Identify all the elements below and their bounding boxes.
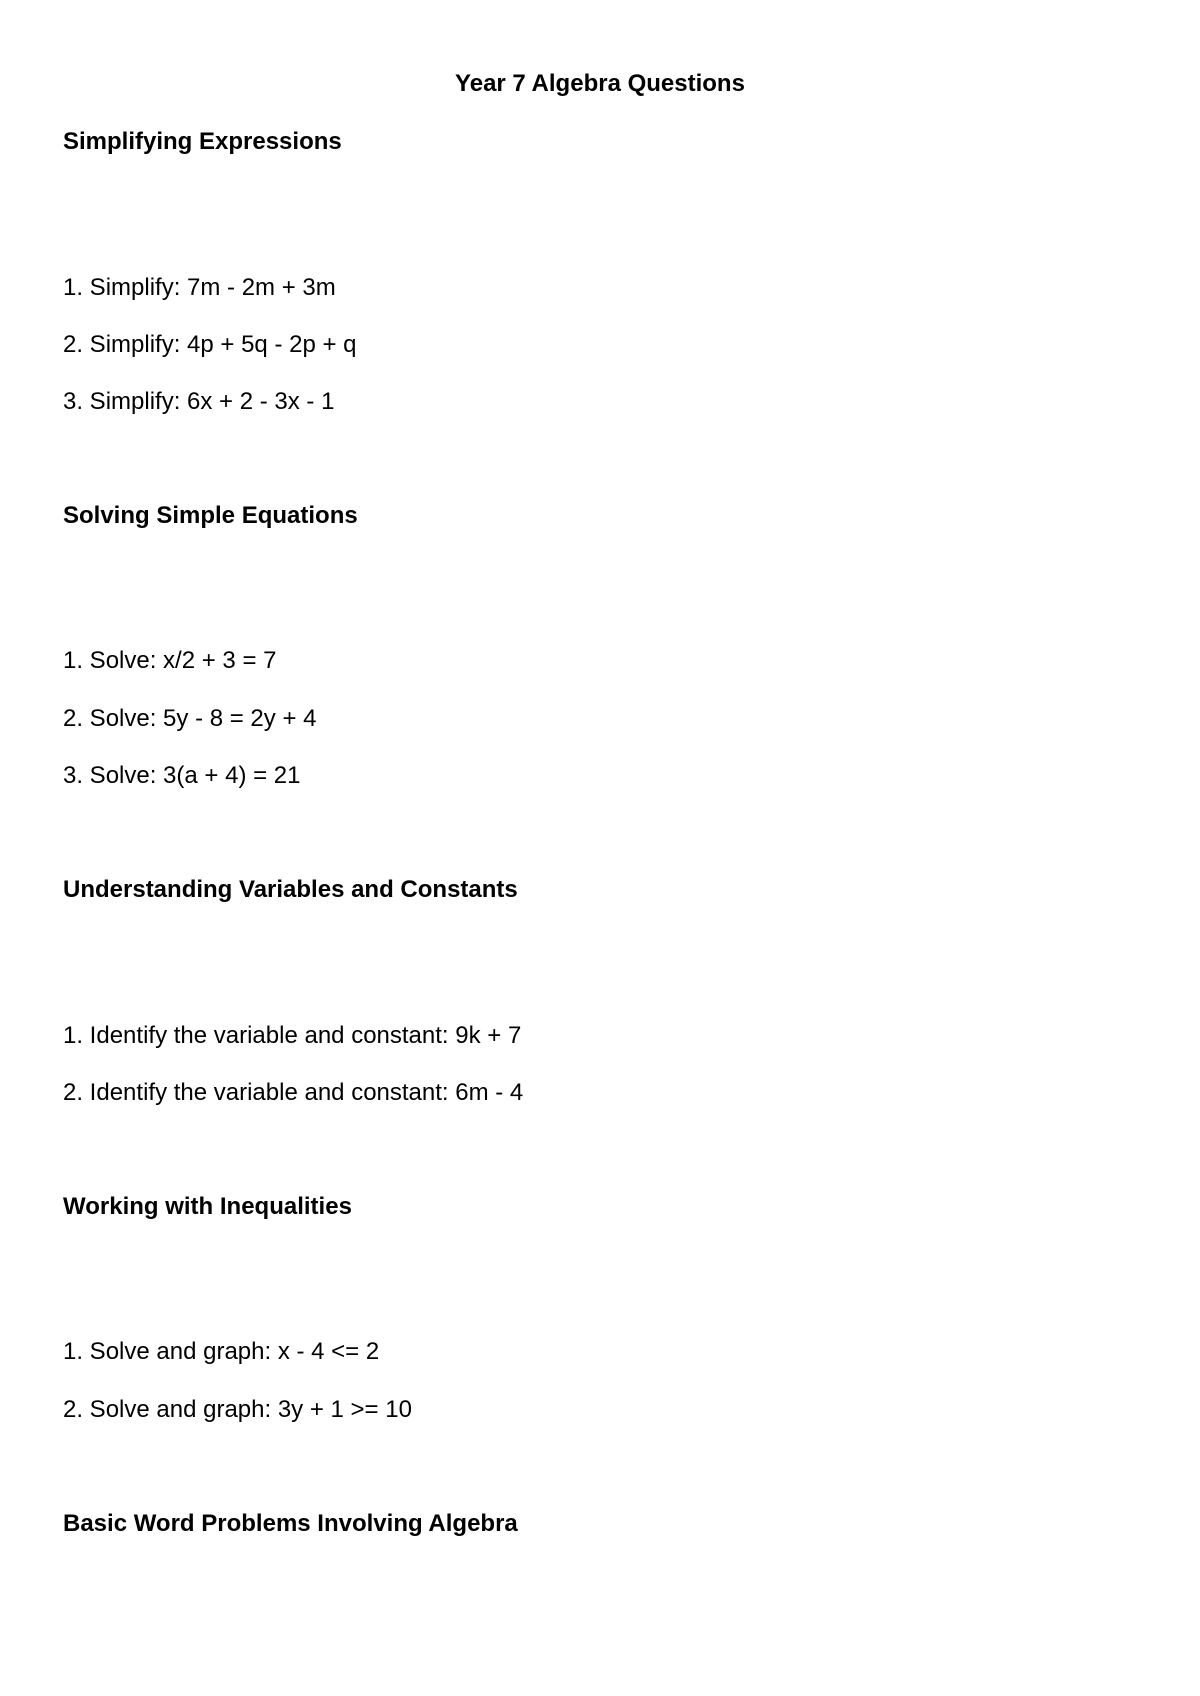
question-item: 2. Solve: 5y - 8 = 2y + 4 [63,705,317,732]
section-heading-basic-word-problems: Basic Word Problems Involving Algebra [63,1510,518,1537]
question-item: 1. Simplify: 7m - 2m + 3m [63,274,336,301]
section-heading-solving-simple-equations: Solving Simple Equations [63,502,358,529]
question-item: 2. Identify the variable and constant: 6m - 4 [63,1079,524,1106]
question-item: 1. Solve: x/2 + 3 = 7 [63,647,277,674]
question-item: 2. Solve and graph: 3y + 1 >= 10 [63,1396,412,1423]
section-heading-working-with-inequalities: Working with Inequalities [63,1193,352,1220]
section-heading-variables-and-constants: Understanding Variables and Constants [63,876,518,903]
question-item: 2. Simplify: 4p + 5q - 2p + q [63,331,357,358]
document-title: Year 7 Algebra Questions [455,70,745,97]
question-item: 1. Solve and graph: x - 4 <= 2 [63,1338,380,1365]
question-item: 1. Identify the variable and constant: 9k + 7 [63,1022,522,1049]
section-heading-simplifying-expressions: Simplifying Expressions [63,128,342,155]
question-item: 3. Simplify: 6x + 2 - 3x - 1 [63,388,335,415]
question-item: 3. Solve: 3(a + 4) = 21 [63,762,301,789]
